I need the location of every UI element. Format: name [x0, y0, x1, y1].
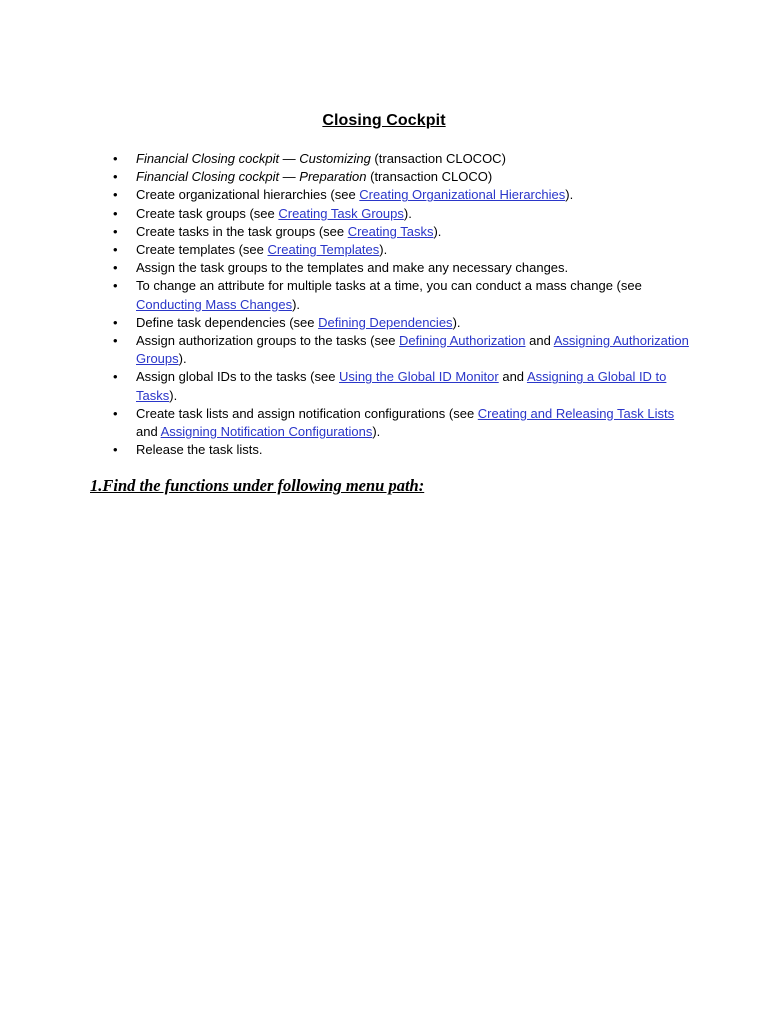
- bullet-icon: •: [113, 369, 118, 385]
- list-item-text: [136, 259, 690, 277]
- text-run: ).: [372, 424, 381, 440]
- text-run: and: [136, 424, 161, 440]
- bullet-icon: •: [113, 405, 118, 421]
- bullet-icon: •: [113, 187, 118, 203]
- list-item: [110, 241, 690, 259]
- doc-link[interactable]: Assigning a Global ID to Tasks: [136, 369, 667, 403]
- text-run: ).: [433, 223, 442, 239]
- list-item-text: [136, 314, 690, 332]
- text-run: Create task groups (see: [136, 205, 279, 221]
- list-item: [110, 332, 690, 368]
- italic-text: Financial Closing cockpit — Customizing: [136, 151, 371, 166]
- list-item: [110, 368, 690, 404]
- doc-link[interactable]: Creating Tasks: [347, 223, 434, 239]
- text-run: ).: [403, 205, 412, 221]
- list-item: [110, 150, 690, 168]
- doc-link[interactable]: Defining Authorization: [399, 333, 526, 349]
- bullet-icon: •: [113, 242, 118, 258]
- text-run: Create tasks in the task groups (see: [136, 223, 348, 239]
- text-run: Assign the task groups to the templates and make any necessary changes.: [136, 260, 569, 276]
- list-item-text: [136, 277, 690, 313]
- bullet-icon: •: [113, 260, 118, 276]
- doc-link[interactable]: Defining Dependencies: [318, 314, 453, 330]
- text-run: Define task dependencies (see: [136, 314, 319, 330]
- text-run: ).: [178, 351, 187, 367]
- list-item-text: [136, 223, 690, 241]
- bullet-list: [110, 150, 690, 459]
- doc-link[interactable]: Assigning Notification Configurations: [160, 424, 373, 440]
- list-item-text: [136, 150, 690, 168]
- text-run: ).: [452, 314, 461, 330]
- bullet-icon: •: [113, 442, 118, 458]
- text-run: and: [525, 333, 554, 349]
- doc-link[interactable]: Conducting Mass Changes: [136, 296, 293, 312]
- bullet-icon: •: [113, 169, 118, 185]
- doc-link[interactable]: Assigning Authorization Groups: [136, 333, 689, 367]
- text-run: To change an attribute for multiple tasks at a time, you can conduct a mass change (see: [136, 278, 642, 294]
- bullet-icon: •: [113, 314, 118, 330]
- text-run: ).: [379, 242, 388, 258]
- list-item: [110, 277, 690, 313]
- text-run: Create task lists and assign notification configurations (see: [136, 405, 478, 421]
- list-item-text: [136, 186, 690, 204]
- bullet-icon: •: [113, 223, 118, 239]
- text-run: Create organizational hierarchies (see: [136, 187, 360, 203]
- text-run: ).: [169, 387, 178, 403]
- text-run: (transaction CLOCOC): [370, 151, 506, 166]
- list-item-text: [136, 441, 690, 459]
- text-run: ).: [565, 187, 574, 203]
- list-item: [110, 205, 690, 223]
- list-item-text: [136, 368, 690, 404]
- list-item: [110, 314, 690, 332]
- bullet-icon: •: [113, 205, 118, 221]
- italic-text: Financial Closing cockpit — Preparation: [136, 169, 367, 185]
- doc-link[interactable]: Creating Templates: [267, 242, 380, 258]
- doc-link[interactable]: Using the Global ID Monitor: [339, 369, 499, 385]
- list-item-text: [136, 168, 690, 186]
- list-item: [110, 259, 690, 277]
- text-run: ).: [292, 296, 301, 312]
- doc-link[interactable]: Creating Organizational Hierarchies: [359, 187, 566, 203]
- list-item-text: [136, 241, 690, 259]
- list-item: [110, 168, 690, 186]
- section-heading: 1.Find the functions under following menu path:: [90, 476, 425, 495]
- list-item: [110, 186, 690, 204]
- list-item: [110, 405, 690, 441]
- list-item: [110, 441, 690, 459]
- list-item-text: [136, 332, 690, 368]
- bullet-icon: •: [113, 333, 118, 349]
- page-title: Closing Cockpit: [322, 112, 446, 129]
- list-item-text: [136, 205, 690, 223]
- bullet-icon: •: [113, 278, 118, 294]
- bullet-icon: •: [113, 151, 118, 166]
- text-run: Create templates (see: [136, 242, 268, 258]
- doc-link[interactable]: Creating and Releasing Task Lists: [477, 405, 675, 421]
- text-run: (transaction CLOCO): [366, 169, 493, 185]
- doc-link[interactable]: Creating Task Groups: [278, 205, 404, 221]
- text-run: Assign global IDs to the tasks (see: [136, 369, 340, 385]
- list-item: [110, 223, 690, 241]
- text-run: and: [498, 369, 527, 385]
- list-item-text: [136, 405, 690, 441]
- text-run: Assign authorization groups to the tasks (see: [136, 333, 400, 349]
- text-run: Release the task lists.: [136, 442, 263, 458]
